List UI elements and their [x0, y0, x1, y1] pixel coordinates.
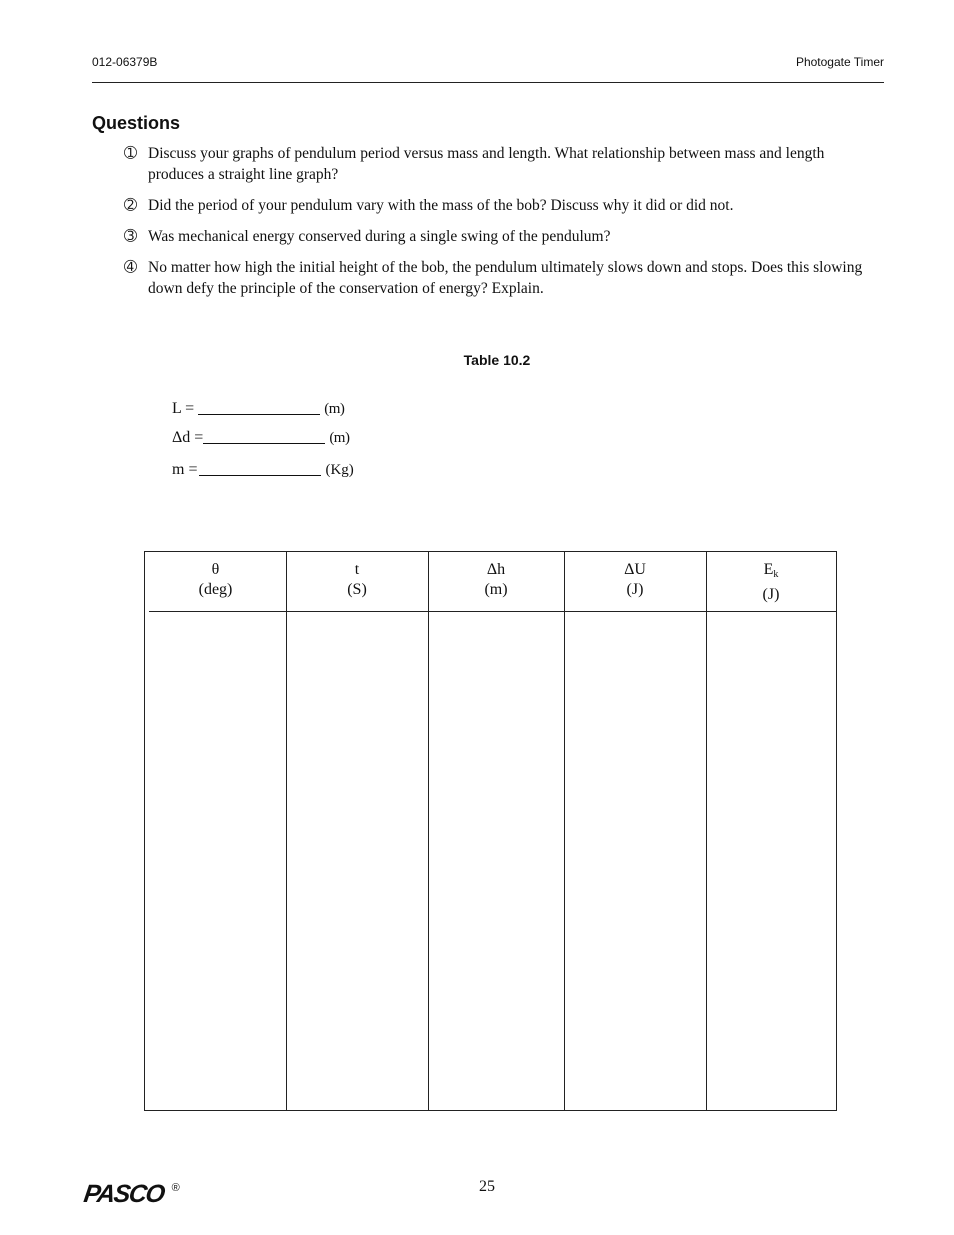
header-divider — [92, 82, 884, 83]
column-symbol-subscript: k — [773, 569, 779, 580]
column-unit: (deg) — [198, 581, 233, 598]
question-number: ➂ — [124, 228, 137, 245]
column-header-potential-energy — [564, 560, 706, 600]
header-row-divider — [149, 611, 836, 612]
question-item — [124, 195, 884, 216]
column-divider — [428, 552, 429, 1110]
question-text: Was mechanical energy conserved during a single swing of the pendulum? — [148, 228, 611, 245]
column-symbol: θ — [211, 561, 220, 578]
question-text: No matter how high the initial height of the bob, the pendulum ultimately slows down and stops. Does this slowing down defy the principle of the conservation of energy? Explain. — [148, 259, 863, 297]
column-symbol: Δh — [486, 561, 506, 578]
mass-blank[interactable] — [199, 461, 321, 476]
column-symbol: ΔU — [624, 561, 646, 578]
table-title: Table 10.2 — [463, 352, 531, 368]
question-item — [124, 257, 884, 299]
field-unit: (m) — [324, 401, 345, 417]
data-table — [144, 551, 837, 1111]
question-item — [124, 143, 884, 185]
question-number: ➀ — [124, 145, 137, 162]
question-list — [124, 143, 884, 309]
question-text: Discuss your graphs of pendulum period versus mass and length. What relationship between mass and length produces a straight line graph? — [148, 145, 825, 183]
column-unit: (J) — [762, 586, 780, 603]
page-number: 25 — [479, 1178, 495, 1195]
field-label: m = — [172, 461, 198, 478]
field-unit: (m) — [329, 430, 350, 446]
document-number: 012-06379B — [92, 55, 158, 69]
column-header-time — [286, 560, 428, 600]
mass-field — [172, 461, 354, 479]
distance-blank[interactable] — [203, 429, 325, 444]
column-header-kinetic-energy — [706, 560, 836, 605]
column-unit: (m) — [484, 581, 508, 598]
distance-field — [172, 429, 349, 447]
length-field — [172, 400, 344, 418]
column-symbol-base: E — [763, 561, 774, 578]
question-item — [124, 226, 884, 247]
section-title: Questions — [92, 113, 181, 133]
column-symbol: t — [354, 561, 360, 578]
field-unit: (Kg) — [325, 462, 354, 478]
column-divider — [564, 552, 565, 1110]
column-divider — [706, 552, 707, 1110]
column-header-angle — [145, 560, 286, 600]
question-number: ➃ — [124, 259, 137, 276]
question-text: Did the period of your pendulum vary with the mass of the bob? Discuss why it did or did not. — [148, 197, 734, 214]
column-unit: (J) — [626, 581, 644, 598]
column-header-height-change — [428, 560, 564, 600]
registered-mark: ® — [171, 1182, 180, 1194]
field-label: Δd = — [172, 429, 204, 446]
column-unit: (S) — [347, 581, 367, 598]
question-number: ➁ — [124, 197, 137, 214]
product-name: Photogate Timer — [795, 55, 884, 69]
field-label: L = — [172, 400, 195, 417]
length-blank[interactable] — [198, 400, 320, 415]
column-symbol — [706, 560, 836, 585]
logo-wordmark: PASCO — [82, 1180, 166, 1208]
column-divider — [286, 552, 287, 1110]
